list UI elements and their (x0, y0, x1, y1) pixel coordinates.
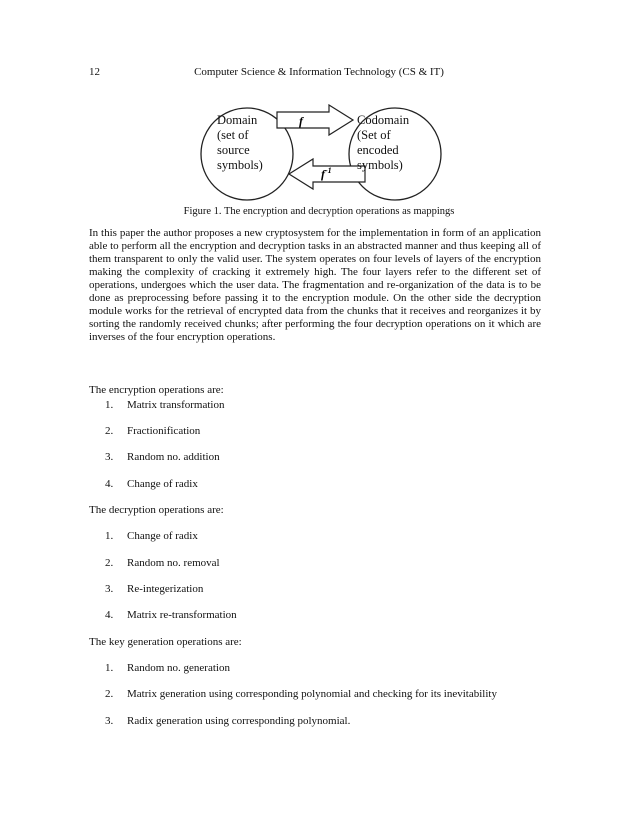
item-number: 2. (105, 557, 114, 569)
list-item (105, 609, 237, 621)
item-text: Change of radix (127, 530, 198, 542)
domain-line-3: source (217, 143, 250, 157)
page-number: 12 (89, 66, 100, 78)
item-text: Random no. generation (127, 662, 230, 674)
item-text: Matrix generation using corresponding polynomial and checking for its inevitability (127, 688, 497, 700)
list-item (105, 557, 220, 569)
forward-label: f (299, 114, 303, 128)
encryption-lead: The encryption operations are: (89, 384, 224, 396)
item-text: Fractionification (127, 425, 201, 437)
item-number: 2. (105, 688, 114, 700)
codomain-line-1: Codomain (357, 113, 410, 127)
item-number: 1. (105, 399, 114, 411)
domain-line-1: Domain (217, 113, 258, 127)
list-item (105, 478, 198, 490)
item-text: Matrix re-transformation (127, 609, 237, 621)
item-text: Change of radix (127, 478, 198, 490)
list-item (105, 425, 200, 437)
forward-arrow (277, 105, 353, 135)
decryption-lead: The decryption operations are: (89, 504, 224, 516)
list-item (105, 662, 230, 674)
item-number: 2. (105, 425, 114, 437)
inverse-label-sup: -1 (325, 166, 332, 175)
item-text: Matrix transformation (127, 399, 225, 411)
list-item (105, 715, 350, 727)
item-number: 3. (105, 715, 114, 727)
inverse-label-base: f (321, 167, 325, 181)
item-number: 3. (105, 583, 114, 595)
item-text: Re-integerization (127, 583, 204, 595)
mapping-figure (191, 104, 451, 204)
item-number: 4. (105, 609, 114, 621)
item-number: 1. (105, 662, 114, 674)
item-number: 3. (105, 451, 114, 463)
list-item (105, 399, 224, 411)
codomain-line-2: (Set of (357, 128, 391, 142)
item-text: Random no. addition (127, 451, 220, 463)
item-number: 4. (105, 478, 114, 490)
list-item (105, 583, 203, 595)
domain-line-2: (set of (217, 128, 249, 142)
running-head: Computer Science & Information Technology (CS & IT) (194, 66, 444, 78)
mapping-diagram (191, 104, 451, 204)
codomain-line-4: symbols) (357, 158, 403, 172)
list-item (105, 688, 497, 700)
list-item (105, 451, 220, 463)
item-text: Radix generation using corresponding polynomial. (127, 715, 351, 727)
figure-caption: Figure 1. The encryption and decryption operations as mappings (183, 206, 455, 217)
item-text: Random no. removal (127, 557, 220, 569)
keygen-lead: The key generation operations are: (89, 636, 242, 648)
list-item (105, 530, 198, 542)
item-number: 1. (105, 530, 114, 542)
codomain-line-3: encoded (357, 143, 399, 157)
domain-line-4: symbols) (217, 158, 263, 172)
body-paragraph: In this paper the author proposes a new cryptosystem for the implementation in form of an application able to perform all the encryption and decryption tasks in an abstracted manner and thus keeping all of them transparent to only the valid user. The system operates on four levels of layers of the encryption making the complexity of cracking it extremely high. The four layers refer to the different set of operations, undergoes which the user data. The fragmentation and re-organization of the data is to be done as preprocessing before passing it to the encryption module. On the other side the decryption module works for the retrieval of encrypted data from the chunks that it receives and reorganizes it by sorting the randomly received chunks; after performing the four decryption operations on it which are inverses of the four encryption operations. (89, 227, 541, 343)
